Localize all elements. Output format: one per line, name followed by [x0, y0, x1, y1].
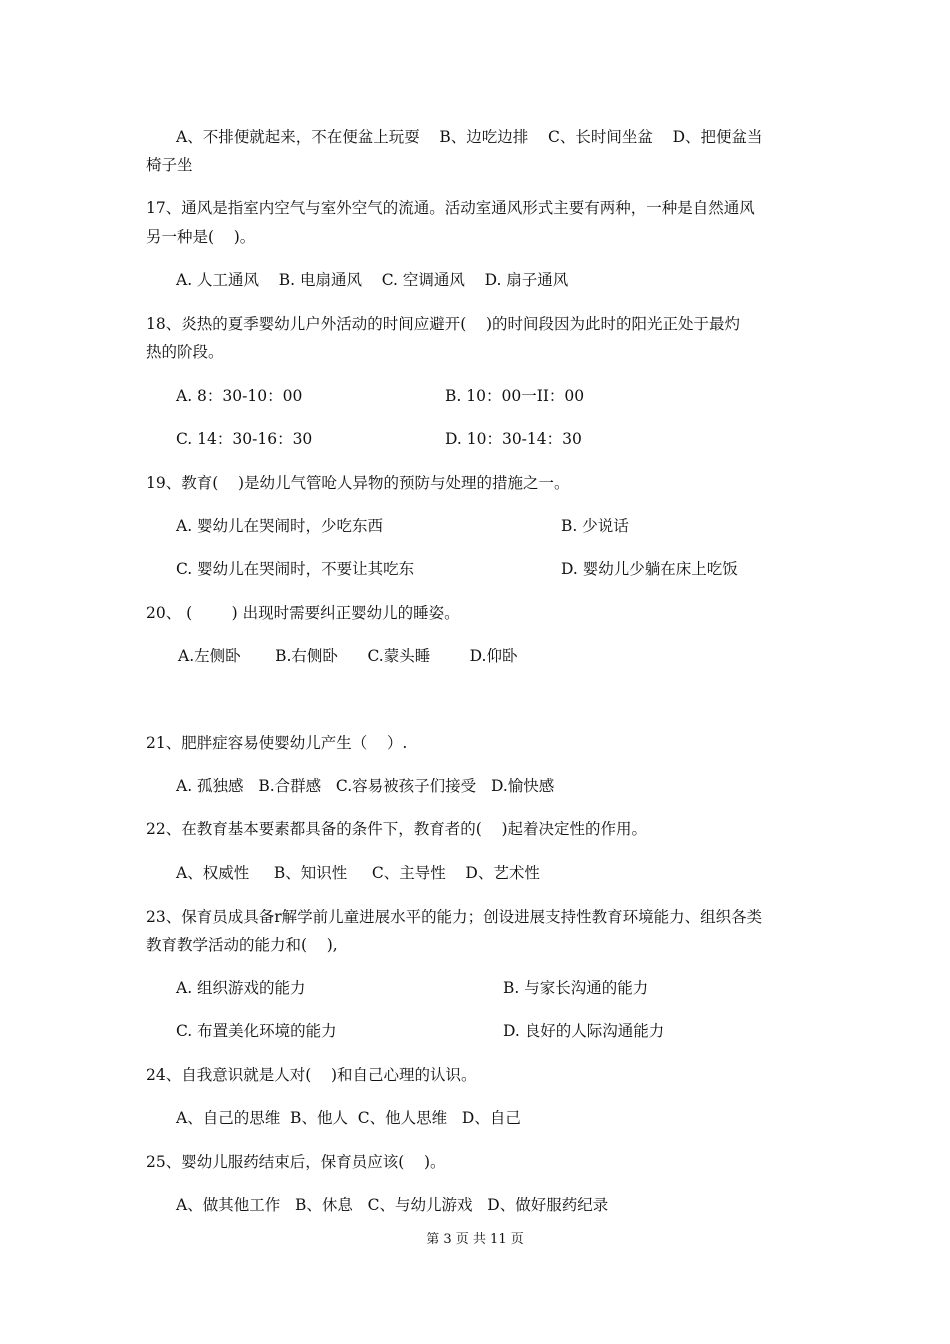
q23-stem: 23、保育员成具备r解学前儿童进展水平的能力；创设进展支持性教育环境能力、组织各类 — [146, 908, 763, 926]
q18-option-b: B. 10：00一II：00 — [445, 387, 585, 405]
q17-stem-wrap: 另一种是( )。 — [146, 228, 256, 246]
q20-options: A.左侧卧 B.右侧卧 C.蒙头睡 D.仰卧 — [178, 647, 518, 665]
q19-stem: 19、教育( )是幼儿气管呛人异物的预防与处理的措施之一。 — [146, 474, 570, 492]
q16-options-line: A、不排便就起来，不在便盆上玩耍 B、边吃边排 C、长时间坐盆 D、把便盆当 — [176, 128, 763, 146]
q23-option-a: A. 组织游戏的能力 — [176, 979, 306, 997]
q25-stem: 25、婴幼儿服药结束后，保育员应该( )。 — [146, 1153, 446, 1171]
q24-stem: 24、自我意识就是人对( )和自己心理的认识。 — [146, 1066, 477, 1084]
q19-option-d: D. 婴幼儿少躺在床上吃饭 — [561, 560, 738, 578]
q22-stem: 22、在教育基本要素都具备的条件下，教育者的( )起着决定性的作用。 — [146, 820, 648, 838]
q18-option-a: A. 8：30-10：00 — [176, 387, 303, 405]
q21-stem: 21、肥胖症容易使婴幼儿产生（ ）. — [146, 734, 408, 752]
q17-stem: 17、通风是指室内空气与室外空气的流通。活动室通风形式主要有两种，一种是自然通风 — [146, 199, 755, 217]
q25-options: A、做其他工作 B、休息 C、与幼儿游戏 D、做好服药纪录 — [176, 1196, 609, 1214]
q21-options: A. 孤独感 B.合群感 C.容易被孩子们接受 D.愉快感 — [176, 777, 555, 795]
q20-stem: 20、 ( ) 出现时需要纠正婴幼儿的睡姿。 — [146, 604, 460, 622]
q22-options: A、权威性 B、知识性 C、主导性 D、艺术性 — [176, 864, 540, 882]
q18-option-d: D. 10：30-14：30 — [445, 430, 582, 448]
q23-option-c: C. 布置美化环境的能力 — [176, 1022, 337, 1040]
q19-option-c: C. 婴幼儿在哭闹时，不要让其吃东 — [176, 560, 415, 578]
q18-option-c: C. 14：30-16：30 — [176, 430, 313, 448]
q23-option-d: D. 良好的人际沟通能力 — [503, 1022, 665, 1040]
page-footer: 第 3 页 共 11 页 — [426, 1232, 524, 1247]
q23-option-b: B. 与家长沟通的能力 — [503, 979, 649, 997]
q24-options: A、自己的思维 B、他人 C、他人思维 D、自己 — [176, 1109, 521, 1127]
q19-option-b: B. 少说话 — [561, 517, 629, 535]
q19-option-a: A. 婴幼儿在哭闹时，少吃东西 — [176, 517, 384, 535]
q18-stem-wrap: 热的阶段。 — [146, 343, 224, 361]
q17-options: A. 人工通风 B. 电扇通风 C. 空调通风 D. 扇子通风 — [176, 271, 569, 289]
q18-stem: 18、炎热的夏季婴幼儿户外活动的时间应避开( )的时间段因为此时的阳光正处于最灼 — [146, 315, 741, 333]
q16-options-wrap: 椅子坐 — [146, 156, 193, 174]
q23-stem-wrap: 教育教学活动的能力和( ), — [146, 936, 338, 954]
